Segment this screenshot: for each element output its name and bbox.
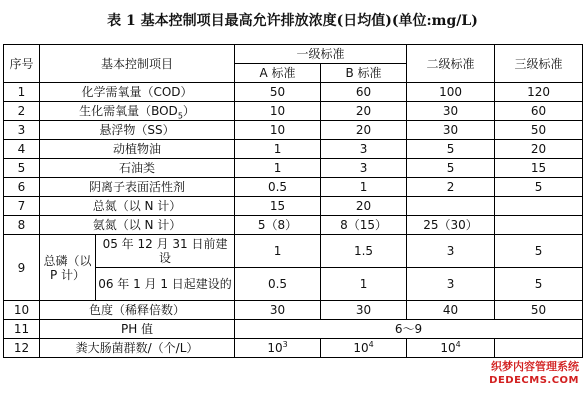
grade1-a-cell: 10 bbox=[235, 121, 321, 140]
item-cell: 氨氮（以 N 计） bbox=[40, 216, 235, 235]
header-grade1: 一级标准 bbox=[235, 45, 407, 64]
item-cell: 动植物油 bbox=[40, 140, 235, 159]
header-grade2: 二级标准 bbox=[407, 45, 495, 83]
value-base: 10 bbox=[440, 341, 456, 355]
table-row bbox=[4, 301, 583, 320]
watermark-line1: 织梦内容管理系统 bbox=[491, 360, 579, 373]
seq-cell: 3 bbox=[4, 121, 40, 140]
header-seq: 序号 bbox=[4, 45, 40, 83]
header-grade1-b: B 标准 bbox=[321, 64, 407, 83]
grade2-cell: 3 bbox=[407, 268, 495, 301]
table-row bbox=[4, 320, 583, 339]
grade3-cell: 5 bbox=[495, 268, 583, 301]
item-text-end: ） bbox=[182, 104, 195, 118]
item-cell: 总氮（以 N 计） bbox=[40, 197, 235, 216]
value-base: 10 bbox=[353, 341, 369, 355]
item-cell: 石油类 bbox=[40, 159, 235, 178]
grade3-cell bbox=[495, 216, 583, 235]
ph-value-cell: 6～9 bbox=[235, 320, 583, 339]
header-grade1-a: A 标准 bbox=[235, 64, 321, 83]
grade3-cell: 5 bbox=[495, 178, 583, 197]
value-exponent: 4 bbox=[455, 340, 461, 349]
value-exponent: 4 bbox=[368, 340, 374, 349]
table-row bbox=[4, 235, 583, 268]
table-row bbox=[4, 178, 583, 197]
grade1-a-cell: 1 bbox=[235, 235, 321, 268]
grade1-a-cell: 0.5 bbox=[235, 178, 321, 197]
header-row bbox=[4, 45, 583, 64]
grade1-a-cell: 15 bbox=[235, 197, 321, 216]
grade2-cell: 40 bbox=[407, 301, 495, 320]
grade2-cell: 5 bbox=[407, 140, 495, 159]
table-row bbox=[4, 339, 583, 358]
item-cell: 粪大肠菌群数/（个/L） bbox=[40, 339, 235, 358]
grade2-cell: 3 bbox=[407, 235, 495, 268]
grade1-b-cell: 8（15） bbox=[321, 216, 407, 235]
grade2-cell bbox=[407, 197, 495, 216]
header-grade3: 三级标准 bbox=[495, 45, 583, 83]
grade3-cell bbox=[495, 339, 583, 358]
grade1-b-cell: 1 bbox=[321, 268, 407, 301]
table-row bbox=[4, 121, 583, 140]
watermark-line2: DEDECMS.COM bbox=[489, 375, 579, 386]
value-exponent: 3 bbox=[282, 340, 288, 349]
grade1-b-cell: 20 bbox=[321, 121, 407, 140]
seq-cell: 8 bbox=[4, 216, 40, 235]
grade3-cell: 20 bbox=[495, 140, 583, 159]
grade3-cell: 50 bbox=[495, 121, 583, 140]
value-base: 10 bbox=[267, 341, 283, 355]
subitem-cell: 06 年 1 月 1 日起建设的 bbox=[96, 268, 235, 301]
seq-cell: 12 bbox=[4, 339, 40, 358]
seq-cell: 2 bbox=[4, 102, 40, 121]
site-watermark bbox=[489, 360, 579, 388]
seq-cell: 1 bbox=[4, 83, 40, 102]
item-cell: 化学需氧量（COD） bbox=[40, 83, 235, 102]
table-row bbox=[4, 159, 583, 178]
seq-cell: 6 bbox=[4, 178, 40, 197]
grade3-cell bbox=[495, 197, 583, 216]
grade1-b-cell bbox=[321, 339, 407, 358]
seq-cell: 11 bbox=[4, 320, 40, 339]
emission-standards-table bbox=[3, 44, 583, 358]
table-row bbox=[4, 216, 583, 235]
seq-cell: 7 bbox=[4, 197, 40, 216]
table-row bbox=[4, 197, 583, 216]
grade1-b-cell: 20 bbox=[321, 102, 407, 121]
subitem-cell: 05 年 12 月 31 日前建设 bbox=[96, 235, 235, 268]
table-row bbox=[4, 83, 583, 102]
grade2-cell bbox=[407, 339, 495, 358]
grade2-cell: 30 bbox=[407, 121, 495, 140]
table-title: 表 1 基本控制项目最高允许排放浓度(日均值)(单位:mg/L) bbox=[107, 13, 478, 29]
item-subscript: 5 bbox=[177, 111, 183, 121]
grade1-b-cell: 20 bbox=[321, 197, 407, 216]
grade1-b-cell: 3 bbox=[321, 140, 407, 159]
grade3-cell: 50 bbox=[495, 301, 583, 320]
seq-cell: 9 bbox=[4, 235, 40, 301]
table-row bbox=[4, 102, 583, 121]
seq-cell: 4 bbox=[4, 140, 40, 159]
grade2-cell: 30 bbox=[407, 102, 495, 121]
grade2-cell: 100 bbox=[407, 83, 495, 102]
grade3-cell: 120 bbox=[495, 83, 583, 102]
grade1-a-cell: 0.5 bbox=[235, 268, 321, 301]
grade1-b-cell: 30 bbox=[321, 301, 407, 320]
item-text: 生化需氧量（BOD bbox=[79, 104, 178, 118]
grade1-a-cell: 50 bbox=[235, 83, 321, 102]
item-cell: 色度（稀释倍数） bbox=[40, 301, 235, 320]
group-cell: 总磷（以 P 计） bbox=[40, 235, 96, 301]
header-item: 基本控制项目 bbox=[40, 45, 235, 83]
grade1-b-cell: 60 bbox=[321, 83, 407, 102]
table-row bbox=[4, 140, 583, 159]
item-cell bbox=[40, 102, 235, 121]
grade2-cell: 2 bbox=[407, 178, 495, 197]
grade1-b-cell: 3 bbox=[321, 159, 407, 178]
grade1-a-cell: 1 bbox=[235, 140, 321, 159]
grade3-cell: 15 bbox=[495, 159, 583, 178]
item-cell: 阴离子表面活性剂 bbox=[40, 178, 235, 197]
grade2-cell: 5 bbox=[407, 159, 495, 178]
item-cell: PH 值 bbox=[40, 320, 235, 339]
grade1-b-cell: 1 bbox=[321, 178, 407, 197]
grade1-b-cell: 1.5 bbox=[321, 235, 407, 268]
grade3-cell: 60 bbox=[495, 102, 583, 121]
grade1-a-cell: 5（8） bbox=[235, 216, 321, 235]
seq-cell: 10 bbox=[4, 301, 40, 320]
grade2-cell: 25（30） bbox=[407, 216, 495, 235]
grade1-a-cell: 10 bbox=[235, 102, 321, 121]
grade1-a-cell bbox=[235, 339, 321, 358]
item-cell: 悬浮物（SS） bbox=[40, 121, 235, 140]
grade3-cell: 5 bbox=[495, 235, 583, 268]
seq-cell: 5 bbox=[4, 159, 40, 178]
grade1-a-cell: 1 bbox=[235, 159, 321, 178]
grade1-a-cell: 30 bbox=[235, 301, 321, 320]
